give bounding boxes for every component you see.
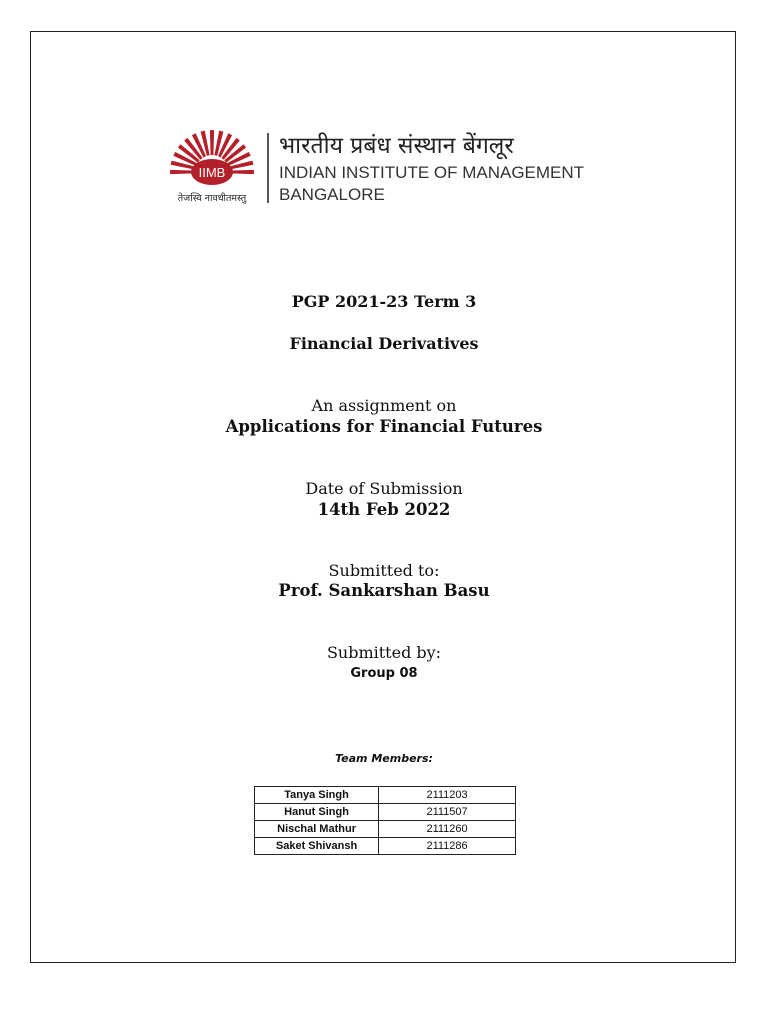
member-id: 2111507 [379, 804, 516, 821]
assignment-title: Applications for Financial Futures [225, 417, 543, 436]
emblem-ray [210, 130, 214, 155]
member-name: Nischal Mathur [255, 821, 379, 838]
assignment-lead: An assignment on [311, 396, 457, 415]
member-name: Tanya Singh [255, 787, 379, 804]
table-row [255, 838, 516, 855]
date-lead: Date of Submission [305, 479, 463, 498]
logo-english-line1: INDIAN INSTITUTE OF MANAGEMENT [279, 163, 585, 182]
submitted-to-value: Prof. Sankarshan Basu [278, 581, 490, 600]
member-id: 2111286 [379, 838, 516, 855]
submitted-to-lead: Submitted to: [328, 561, 440, 580]
submitted-by-lead: Submitted by: [326, 643, 442, 662]
emblem-text: IIMB [198, 165, 226, 180]
logo-motto: तेजस्वि नावधीतमस्तु [177, 193, 247, 204]
table-row [255, 821, 516, 838]
course-title: Financial Derivatives [289, 334, 479, 353]
program-title: PGP 2021-23 Term 3 [291, 292, 477, 311]
logo-divider [267, 133, 269, 203]
team-members-heading: Team Members: [335, 752, 433, 765]
team-members-table [254, 786, 516, 855]
submitted-by-value: Group 08 [350, 666, 418, 681]
member-name: Hanut Singh [255, 804, 379, 821]
table-row [255, 787, 516, 804]
logo-hindi-name: भारतीय प्रबंध संस्थान बेंगलूर [279, 133, 514, 159]
member-id: 2111203 [379, 787, 516, 804]
date-value: 14th Feb 2022 [317, 500, 451, 519]
iimb-logo [166, 128, 606, 208]
logo-english-line2: BANGALORE [279, 185, 385, 204]
member-id: 2111260 [379, 821, 516, 838]
table-row [255, 804, 516, 821]
member-name: Saket Shivansh [255, 838, 379, 855]
